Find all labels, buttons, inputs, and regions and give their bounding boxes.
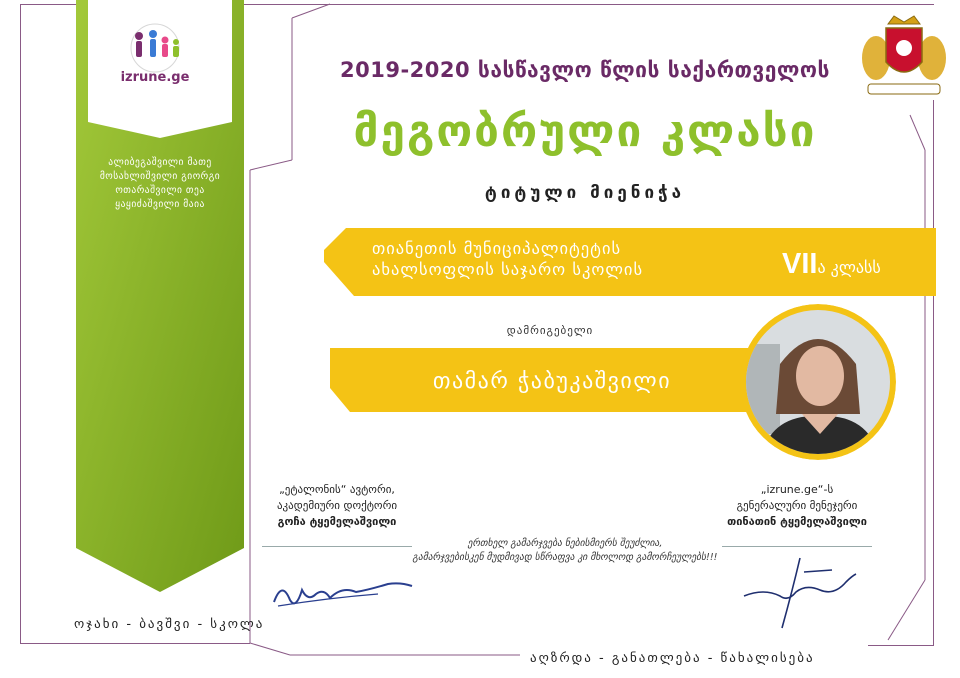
left-signature-line bbox=[262, 546, 412, 547]
school-line-2: ახალსოფლის საჯარო სკოლის bbox=[372, 260, 644, 279]
dedication-line: ალიბეგაშვილი მათე bbox=[108, 157, 212, 168]
dedication-line: მოსახლიშვილი გიორგი bbox=[99, 171, 221, 182]
left-signatory-name: გოჩა ტყემელაშვილი bbox=[277, 515, 397, 528]
recipient-role: დამრიგებელი bbox=[506, 324, 594, 337]
right-signatory bbox=[722, 482, 872, 530]
left-signature bbox=[268, 572, 418, 614]
dedication-line: ყაყიძაშვილი მაია bbox=[115, 199, 205, 210]
recipient-photo bbox=[740, 304, 896, 460]
right-signatory-position: გენერალური მენეჯერი bbox=[736, 499, 858, 512]
class-suffix: ა კლასს bbox=[817, 258, 881, 277]
recipient-name: თამარ ჭაბუკაშვილი bbox=[432, 369, 672, 394]
year-title: 2019-2020 სასწავლო წლის საქართველოს bbox=[340, 58, 830, 82]
left-signatory-title: „ეტალონის“ ავტორი, bbox=[279, 483, 395, 496]
motto-line-2: გამარჯვებისკენ მუდმივად სწრაფვა კი მხოლოდ გამორჩეულებს!!! bbox=[412, 552, 718, 563]
footer-right-slogan: აღზრდა - განათლება - წახალისება bbox=[530, 651, 815, 666]
footer-left-slogan: ოჯახი - ბავშვი - სკოლა bbox=[74, 617, 265, 632]
left-signatory-position: აკადემიური დოქტორი bbox=[276, 499, 398, 512]
coat-of-arms-icon bbox=[858, 14, 950, 100]
left-signatory bbox=[262, 482, 412, 530]
right-signatory-name: თინათინ ტყემელაშვილი bbox=[727, 515, 867, 528]
brand-name: izrune.ge bbox=[120, 70, 190, 85]
school-line-1: თიანეთის მუნიციპალიტეტის bbox=[372, 239, 622, 258]
dedication-list bbox=[86, 156, 234, 212]
class-label bbox=[782, 248, 881, 281]
dedication-line: ოთარაშვილი თეა bbox=[115, 185, 205, 196]
motto-line-1: ერთხელ გამარჯვება ნებისმიერს შეუძლია, bbox=[467, 538, 663, 549]
school-name bbox=[372, 238, 643, 280]
right-signature bbox=[734, 552, 864, 632]
right-signature-line bbox=[722, 546, 872, 547]
subtitle: ტიტული მიენიჭა bbox=[484, 183, 686, 203]
right-signatory-title: „izrune.ge“-ს bbox=[760, 483, 834, 496]
class-number: VII bbox=[782, 248, 818, 280]
motto-note bbox=[400, 537, 730, 565]
main-title: მეგობრული კლასი bbox=[353, 106, 817, 157]
